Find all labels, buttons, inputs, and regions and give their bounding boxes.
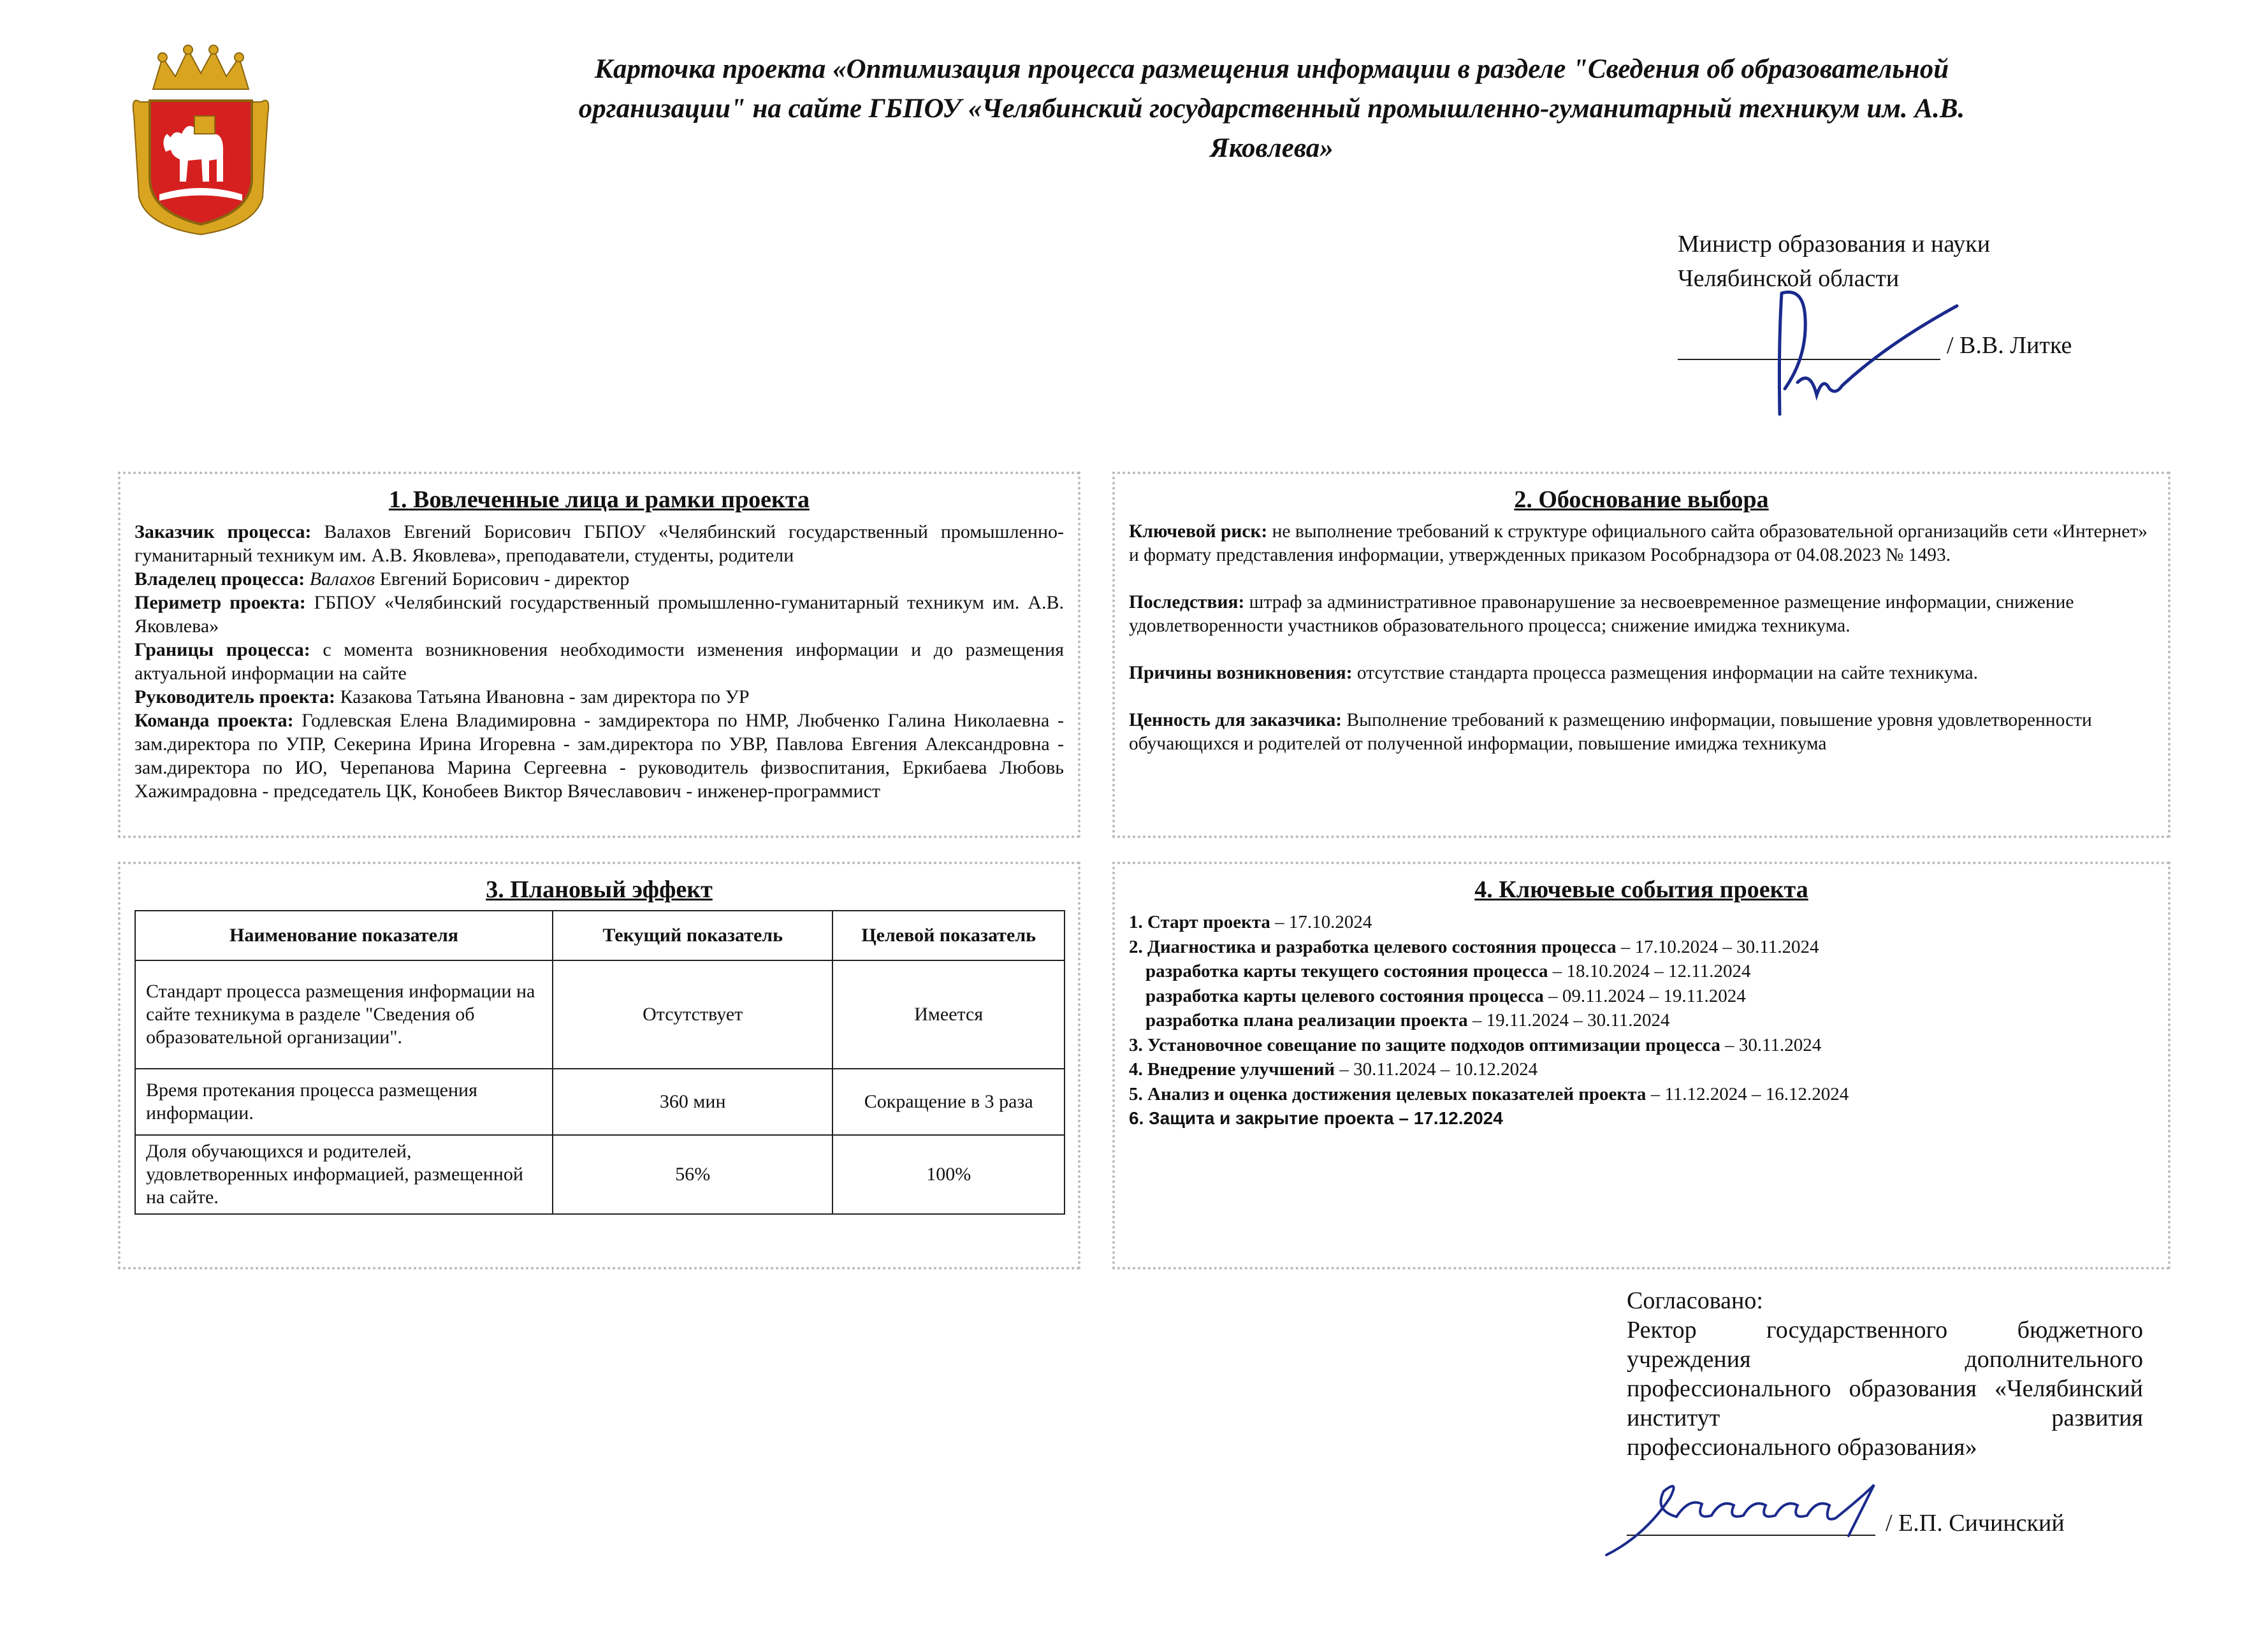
event-label: 2. Диагностика и разработка целевого состояния процесса bbox=[1129, 936, 1617, 957]
indicator-cell: Время протекания процесса размещения информации. bbox=[135, 1069, 553, 1135]
event-date: – 09.11.2024 – 19.11.2024 bbox=[1543, 985, 1746, 1006]
event-label: 4. Внедрение улучшений bbox=[1129, 1059, 1335, 1080]
event-label: разработка карты текущего состояния процесса bbox=[1145, 961, 1548, 981]
panel4-title: 4. Ключевые события проекта bbox=[1474, 876, 1808, 903]
coat-of-arms-emblem bbox=[127, 45, 274, 236]
item-label: Периметр проекта: bbox=[134, 592, 306, 613]
item-label: Последствия: bbox=[1129, 592, 1245, 612]
minister-handwritten-signature bbox=[1747, 268, 1976, 433]
item-text: Выполнение требований к размещению информации, повышение уровня удовлетворенности обучающихся и родителей от полученной информации, повышение имиджа техникума bbox=[1129, 710, 2092, 754]
event-label: 5. Анализ и оценка достижения целевых показателей проекта bbox=[1129, 1083, 1646, 1104]
event-item bbox=[1129, 1033, 2154, 1058]
target-cell: Имеется bbox=[832, 960, 1065, 1069]
table-row bbox=[135, 960, 1065, 1069]
event-label: разработка карты целевого состояния процесса bbox=[1145, 985, 1544, 1006]
indicator-cell: Стандарт процесса размещения информации на сайте техникума в разделе "Сведения об образовательной организации". bbox=[135, 960, 553, 1069]
approval-header: Согласовано: bbox=[1627, 1287, 1763, 1314]
customer-item bbox=[134, 520, 1064, 567]
event-date: – 30.11.2024 bbox=[1720, 1034, 1822, 1055]
item-label: Руководитель проекта: bbox=[134, 686, 335, 707]
panel-planned-effect bbox=[118, 862, 1080, 1269]
consequences-item bbox=[1129, 591, 2154, 638]
perimeter-item bbox=[134, 591, 1064, 638]
event-date: – 18.10.2024 – 12.11.2024 bbox=[1548, 961, 1751, 981]
event-item bbox=[1129, 935, 2154, 960]
current-cell: Отсутствует bbox=[553, 960, 832, 1069]
event-item bbox=[1129, 1082, 2154, 1107]
item-label: Ключевой риск: bbox=[1129, 521, 1268, 542]
table-header-row bbox=[135, 911, 1065, 960]
item-label: Команда проекта: bbox=[134, 710, 294, 731]
approval-text-last: профессионального образования» bbox=[1627, 1434, 1977, 1461]
event-label: 6. Защита и закрытие проекта – 17.12.2024 bbox=[1129, 1108, 1503, 1128]
item-text: ГБПОУ «Челябинский государственный промышленно-гуманитарный техникум им. А.В. Яковлева» bbox=[134, 592, 1064, 637]
event-label: 1. Старт проекта bbox=[1129, 912, 1270, 932]
item-label: Причины возникновения: bbox=[1129, 663, 1353, 683]
current-cell: 56% bbox=[553, 1135, 832, 1214]
boundaries-item bbox=[134, 638, 1064, 685]
event-item bbox=[1129, 1057, 2154, 1082]
item-label: Владелец процесса: bbox=[134, 568, 305, 589]
panel2-title: 2. Обоснование выбора bbox=[1514, 486, 1769, 513]
event-date: – 17.10.2024 bbox=[1270, 912, 1372, 932]
minister-name: / В.В. Литке bbox=[1947, 332, 2072, 359]
owner-item bbox=[134, 567, 1064, 591]
planned-effect-table bbox=[134, 910, 1065, 1215]
item-text: отсутствие стандарта процесса размещения информации на сайте техникума. bbox=[1352, 663, 1979, 683]
panel2-body bbox=[1129, 520, 2154, 756]
event-subitem bbox=[1129, 959, 2154, 984]
manager-item bbox=[134, 685, 1064, 709]
item-text: Валахов Евгений Борисович ГБПОУ «Челябинский государственный промышленно-гуманитарный техникум им. А.В. Яковлева», преподаватели, студенты, родители bbox=[134, 521, 1064, 566]
event-subitem bbox=[1129, 1008, 2154, 1033]
event-date: – 30.11.2024 – 10.12.2024 bbox=[1335, 1059, 1538, 1080]
item-text: Годлевская Елена Владимировна - замдиректора по НМР, Любченко Галина Николаевна - зам.директора по УПР, Секерина Ирина Игоревна - зам.директора по УВР, Павлова Евгения Александровна - зам.директора по ИО, Черепанова Марина Сергеевна - руководитель физвоспитания, Еркибаева Любовь Хажимрадовна - председатель ЦК, Конобеев Виктор Вячеславович - инженер-программист bbox=[134, 710, 1064, 802]
panel-key-events bbox=[1112, 862, 2170, 1269]
key-risk-item bbox=[1129, 520, 2154, 567]
causes-item bbox=[1129, 662, 2154, 685]
event-item bbox=[1129, 910, 2154, 935]
item-text: Евгений Борисович - директор bbox=[375, 568, 630, 589]
item-text: штраф за административное правонарушение за несвоевременное размещение информации, снижение удовлетворенности участников образовательного процесса; снижение имиджа техникума. bbox=[1129, 592, 2074, 636]
value-item bbox=[1129, 709, 2154, 756]
event-date: – 11.12.2024 – 16.12.2024 bbox=[1646, 1083, 1849, 1104]
target-cell: Сокращение в 3 раза bbox=[832, 1069, 1065, 1135]
header-target: Целевой показатель bbox=[832, 911, 1065, 960]
panel-stakeholders bbox=[118, 472, 1080, 838]
document-title: Карточка проекта «Оптимизация процесса размещения информации в разделе "Сведения об образовательной организации" на сайте ГБПОУ «Челябинский государственный промышленно-гуманитарный техникум им. А.В. Яковлева» bbox=[578, 54, 1965, 163]
table-row bbox=[135, 1135, 1065, 1214]
key-events-list bbox=[1129, 910, 2154, 1131]
item-text: не выполнение требований к структуре официального сайта образовательной организацийв сети «Интернет» и формату представления информации, утвержденных приказом Рособрнадзора от 04.08.2023 № 1493. bbox=[1129, 521, 2148, 565]
current-cell: 360 мин bbox=[553, 1069, 832, 1135]
rector-handwritten-signature bbox=[1594, 1459, 1887, 1568]
panel1-body bbox=[134, 520, 1064, 803]
indicator-cell: Доля обучающихся и родителей, удовлетворенных информацией, размещенной на сайте. bbox=[135, 1135, 553, 1214]
minister-region: Челябинской области bbox=[1678, 265, 1900, 292]
panel3-title: 3. Плановый эффект bbox=[486, 876, 713, 903]
table-row bbox=[135, 1069, 1065, 1135]
item-text: с момента возникновения необходимости изменения информации и до размещения актуальной информации на сайте bbox=[134, 639, 1064, 684]
target-cell: 100% bbox=[832, 1135, 1065, 1214]
approval-text: Ректор государственного бюджетного учреждения дополнительного профессионального образования «Челябинский институт развития bbox=[1627, 1317, 2143, 1431]
item-label: Заказчик процесса: bbox=[134, 521, 312, 542]
event-label: 3. Установочное совещание по защите подходов оптимизации процесса bbox=[1129, 1034, 1720, 1055]
event-date: – 17.10.2024 – 30.11.2024 bbox=[1616, 936, 1819, 957]
item-italic: Валахов bbox=[305, 568, 375, 589]
rector-name: / Е.П. Сичинский bbox=[1886, 1510, 2065, 1537]
panel1-title: 1. Вовлеченные лица и рамки проекта bbox=[388, 486, 810, 513]
header-indicator: Наименование показателя bbox=[135, 911, 553, 960]
event-label: разработка плана реализации проекта bbox=[1145, 1010, 1468, 1030]
approval-block bbox=[1627, 1286, 2143, 1462]
team-item bbox=[134, 709, 1064, 803]
minister-position: Министр образования и науки bbox=[1678, 231, 1991, 257]
panel-justification bbox=[1112, 472, 2170, 838]
item-text: Казакова Татьяна Ивановна - зам директора по УР bbox=[335, 686, 750, 707]
item-label: Границы процесса: bbox=[134, 639, 310, 660]
event-subitem bbox=[1129, 984, 2154, 1009]
item-label: Ценность для заказчика: bbox=[1129, 710, 1342, 730]
event-date: – 19.11.2024 – 30.11.2024 bbox=[1467, 1010, 1670, 1030]
header-current: Текущий показатель bbox=[553, 911, 832, 960]
event-item bbox=[1129, 1106, 2154, 1131]
